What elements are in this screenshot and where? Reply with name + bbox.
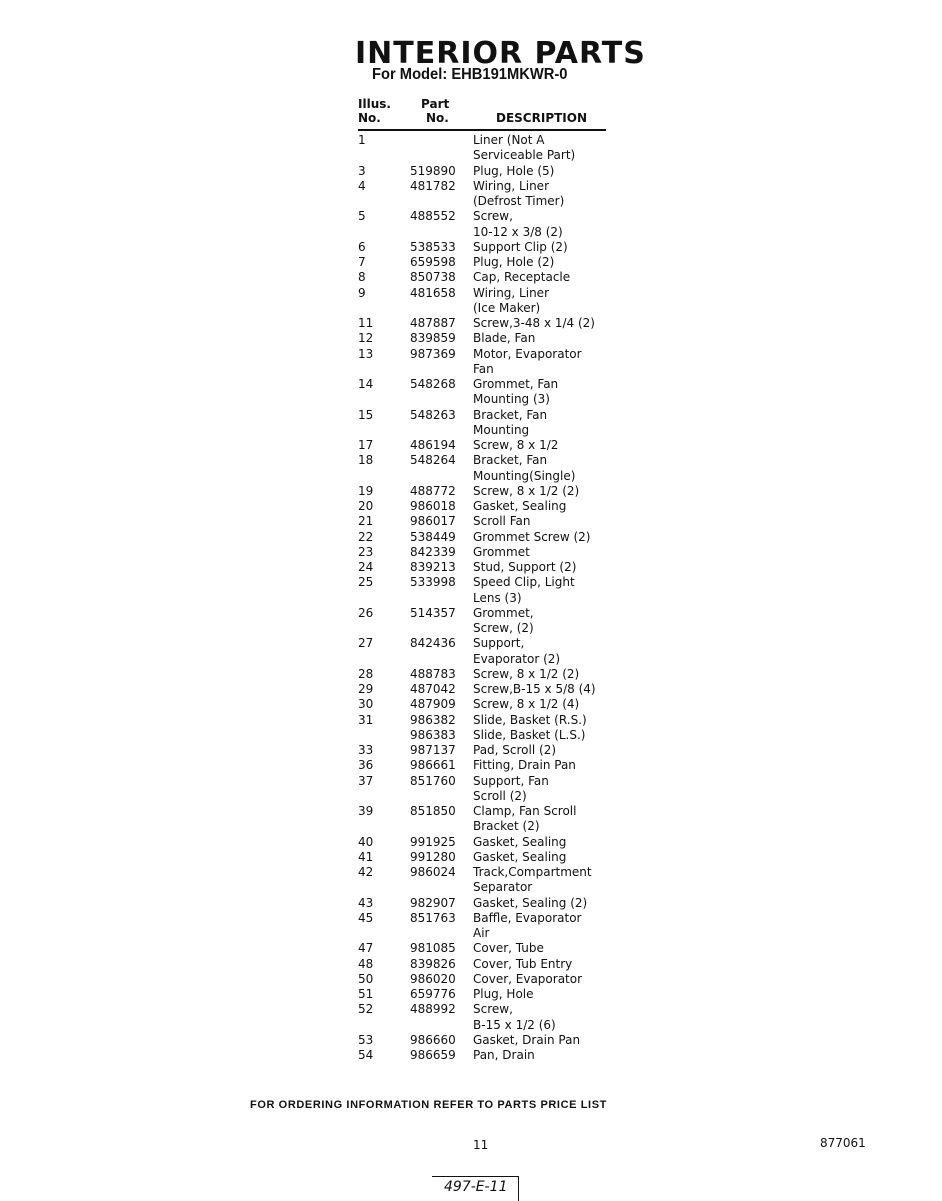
illus-number: 14 [358,377,374,391]
illus-number: 54 [358,1048,374,1062]
description-line: Speed Clip, Light [473,575,575,590]
parts-row [358,865,658,896]
illus-number: 21 [358,514,374,529]
part-number: 538533 [410,239,456,254]
illus-number: 17 [358,438,374,452]
description-line: Screw, 8 x 1/2 (2) [473,666,580,681]
parts-row [358,911,658,942]
parts-row [358,316,658,331]
illus-number: 51 [358,987,374,1001]
description-line: Wiring, Liner [473,178,549,193]
part-description [473,484,658,499]
illus-number: 48 [358,956,374,971]
description-line: Separator [473,880,533,895]
parts-row [358,499,658,514]
part-description [473,1048,658,1063]
illus-number: 39 [358,804,374,818]
illus-number: 47 [358,941,374,956]
parts-row [358,255,658,270]
part-description [473,408,658,439]
part-number [410,133,473,164]
illus-number: 5 [358,209,366,224]
parts-row [358,987,658,1002]
part-description [473,316,658,331]
description-line: Mounting (3) [473,392,550,407]
parts-row [358,957,658,972]
part-description [473,682,658,697]
illus-number: 43 [358,895,374,910]
illus-number: 3 [358,163,366,178]
description-line: Slide, Basket (R.S.) [473,712,587,727]
part-number: 986017 [410,514,456,529]
parts-row [358,240,658,255]
part-number: 842436 [410,636,456,651]
part-number: 481658 [410,285,456,300]
description-line: Pad, Scroll (2) [473,743,557,757]
description-line: Support, Fan [473,773,549,788]
part-description [473,179,658,210]
part-description [473,865,658,896]
illus-number: 22 [358,529,374,544]
parts-row [358,682,658,697]
part-number: 986020 [410,971,456,986]
parts-row [358,758,658,773]
part-number: 839826 [410,956,456,971]
description-line: Bracket (2) [473,819,540,834]
part-description [473,377,658,408]
illus-number: 24 [358,560,374,574]
parts-row [358,545,658,560]
part-description [473,743,658,758]
parts-row [358,1048,658,1063]
description-line: Air [473,926,490,940]
part-description [473,575,658,606]
parts-row [358,774,658,805]
parts-row [358,1033,658,1048]
description-line: Grommet, [473,605,534,620]
parts-row [358,347,658,378]
parts-row [358,850,658,865]
part-number: 488552 [410,209,456,224]
part-description [473,530,658,545]
parts-row [358,743,658,758]
header-illus-line1: Illus. [358,97,391,111]
parts-row [358,408,658,439]
parts-row [358,835,658,850]
description-line: Screw, [473,1002,513,1017]
illus-number: 11 [358,316,374,330]
part-number: 986382 [410,712,456,727]
parts-row [358,896,658,911]
model-subtitle: For Model: EHB191MKWR-0 [372,66,568,83]
part-description [473,606,658,637]
parts-row [358,575,658,606]
description-line: Stud, Support (2) [473,560,577,574]
part-description [473,453,658,484]
part-description [473,667,658,682]
part-number: 659776 [410,987,456,1001]
parts-row [358,972,658,987]
illus-number: 42 [358,865,374,879]
description-line: Cover, Tub Entry [473,956,573,971]
illus-number: 9 [358,285,366,300]
header-illus-no [358,97,391,125]
part-number: 850738 [410,270,456,285]
illus-number: 30 [358,697,374,712]
header-part-line2: No. [426,111,449,125]
illus-number: 40 [358,834,374,849]
illus-number: 25 [358,575,374,590]
description-line: Cover, Tube [473,941,544,956]
description-line: Fan [473,361,494,376]
parts-row [358,697,658,712]
part-description [473,347,658,378]
part-number: 981085 [410,941,456,956]
part-number: 851850 [410,804,456,818]
header-rule [358,129,606,131]
part-number: 842339 [410,544,456,559]
illus-number: 12 [358,331,374,346]
parts-row [358,728,658,743]
header-description: DESCRIPTION [496,111,588,125]
parts-row [358,209,658,240]
description-line: Plug, Hole (2) [473,255,555,269]
parts-row [358,804,658,835]
document-number: 877061 [820,1136,866,1150]
part-description [473,514,658,529]
part-number: 987369 [410,346,456,361]
part-number: 986018 [410,499,456,513]
description-line: Liner (Not A [473,133,545,147]
description-line: Mounting(Single) [473,468,576,483]
part-description [473,331,658,346]
header-illus-line2: No. [358,111,381,125]
description-line: Plug, Hole [473,987,534,1001]
page-title: INTERIOR PARTS [355,36,646,71]
part-description [473,1033,658,1048]
description-line: Motor, Evaporator [473,346,582,361]
description-line: Track,Compartment [473,865,592,879]
description-line: Support Clip (2) [473,239,568,254]
description-line: Evaporator (2) [473,651,561,666]
part-description [473,697,658,712]
description-line: Bracket, Fan [473,407,548,422]
description-line: Cap, Receptacle [473,270,571,285]
parts-row [358,164,658,179]
description-line: Gasket, Sealing (2) [473,895,588,910]
parts-row [358,606,658,637]
illus-number: 33 [358,743,374,757]
description-line: Screw, 8 x 1/2 (4) [473,697,580,712]
part-description [473,545,658,560]
parts-row [358,530,658,545]
parts-row [358,286,658,317]
part-number: 986661 [410,758,456,773]
part-number: 839859 [410,331,456,346]
part-description [473,1002,658,1033]
parts-row [358,484,658,499]
part-description [473,560,658,575]
description-line: Grommet [473,544,530,559]
part-number: 538449 [410,529,456,544]
part-description [473,713,658,728]
part-description [473,850,658,865]
part-description [473,636,658,667]
part-number: 986660 [410,1032,456,1047]
parts-row [358,667,658,682]
description-line: (Ice Maker) [473,300,541,315]
part-number: 514357 [410,605,456,620]
description-line: Mounting [473,422,530,437]
description-line: Cover, Evaporator [473,971,583,986]
parts-row [358,331,658,346]
part-description [473,255,658,270]
handwritten-stamp: 497-E-11 [432,1176,519,1201]
part-description [473,438,658,453]
description-line: Plug, Hole (5) [473,163,555,178]
description-line: Screw, 8 x 1/2 [473,438,559,452]
part-number: 488783 [410,666,456,681]
parts-row [358,453,658,484]
description-line: B-15 x 1/2 (6) [473,1017,556,1032]
part-description [473,286,658,317]
description-line: Pan, Drain [473,1048,535,1062]
part-description [473,896,658,911]
illus-number: 37 [358,773,374,788]
illus-number: 8 [358,270,366,285]
description-line: Gasket, Sealing [473,834,567,849]
description-line: Screw, [473,209,513,224]
description-line: Screw,3-48 x 1/4 (2) [473,316,595,330]
illus-number: 18 [358,453,374,468]
description-line: Lens (3) [473,590,522,605]
illus-number: 29 [358,682,374,696]
part-number: 851760 [410,773,456,788]
parts-row [358,133,658,164]
illus-number: 50 [358,971,374,986]
illus-number: 15 [358,407,374,422]
illus-number: 26 [358,605,374,620]
part-number: 486194 [410,438,456,452]
illus-number: 13 [358,346,374,361]
illus-number: 6 [358,239,366,254]
page-number: 11 [473,1138,489,1152]
part-number: 982907 [410,895,456,910]
part-number: 548263 [410,407,456,422]
description-line: Wiring, Liner [473,285,549,300]
part-description [473,209,658,240]
description-line: Bracket, Fan [473,453,548,468]
illus-number: 28 [358,666,374,681]
part-number: 987137 [410,743,456,757]
parts-row [358,377,658,408]
part-description [473,804,658,835]
description-line: Gasket, Sealing [473,499,567,513]
part-description [473,499,658,514]
parts-list [358,133,658,1063]
parts-row [358,941,658,956]
part-number: 986659 [410,1048,456,1062]
part-number: 519890 [410,163,456,178]
parts-row [358,636,658,667]
part-number: 851763 [410,910,456,925]
part-description [473,164,658,179]
part-description [473,774,658,805]
description-line: Fitting, Drain Pan [473,758,576,773]
parts-row [358,438,658,453]
description-line: Gasket, Sealing [473,849,567,864]
part-number: 488772 [410,483,456,498]
part-number: 548268 [410,377,456,391]
description-line: Gasket, Drain Pan [473,1032,581,1047]
illus-number: 20 [358,499,374,513]
part-description [473,957,658,972]
part-description [473,270,658,285]
description-line: Blade, Fan [473,331,536,346]
description-line: Support, [473,636,525,651]
part-number: 487887 [410,316,456,330]
part-number: 481782 [410,178,456,193]
description-line: Slide, Basket (L.S.) [473,727,586,742]
part-number: 839213 [410,560,456,574]
illus-number: 23 [358,544,374,559]
description-line: 10-12 x 3/8 (2) [473,224,563,239]
part-number: 488992 [410,1002,456,1017]
part-number: 991925 [410,834,456,849]
illus-number: 52 [358,1002,374,1017]
description-line: Scroll Fan [473,514,531,529]
ordering-note: FOR ORDERING INFORMATION REFER TO PARTS PRICE LIST [250,1099,607,1111]
description-line: Clamp, Fan Scroll [473,804,577,818]
description-line: Grommet Screw (2) [473,529,591,544]
description-line: Screw,B-15 x 5/8 (4) [473,682,596,696]
header-part-no [421,97,449,125]
description-line: Baffle, Evaporator [473,910,582,925]
part-description [473,758,658,773]
description-line: Serviceable Part) [473,148,576,163]
part-description [473,911,658,942]
illus-number: 36 [358,758,374,773]
illus-number: 1 [358,133,366,147]
parts-row [358,270,658,285]
part-description [473,133,658,164]
description-line: (Defrost Timer) [473,194,565,208]
part-number: 487909 [410,697,456,712]
part-description [473,987,658,1002]
part-number: 533998 [410,575,456,590]
description-line: Screw, 8 x 1/2 (2) [473,483,580,498]
parts-row [358,713,658,728]
part-number: 659598 [410,255,456,269]
part-description [473,972,658,987]
part-number: 548264 [410,453,456,468]
illus-number: 19 [358,483,374,498]
part-number: 487042 [410,682,456,696]
illus-number: 4 [358,178,366,193]
parts-row [358,179,658,210]
illus-number: 41 [358,849,374,864]
illus-number: 31 [358,712,374,727]
illus-number: 53 [358,1032,374,1047]
illus-number: 45 [358,910,374,925]
part-description [473,240,658,255]
header-part-line1: Part [421,97,450,111]
part-description [473,835,658,850]
part-number: 986383 [410,727,456,742]
part-description [473,728,658,743]
description-line: Scroll (2) [473,788,527,803]
parts-row [358,514,658,529]
description-line: Screw, (2) [473,621,534,635]
part-description [473,941,658,956]
illus-number [358,728,410,743]
parts-row [358,560,658,575]
part-number: 991280 [410,849,456,864]
illus-number: 27 [358,636,374,651]
description-line: Grommet, Fan [473,377,559,391]
parts-row [358,1002,658,1033]
illus-number: 7 [358,255,366,269]
part-number: 986024 [410,865,456,879]
